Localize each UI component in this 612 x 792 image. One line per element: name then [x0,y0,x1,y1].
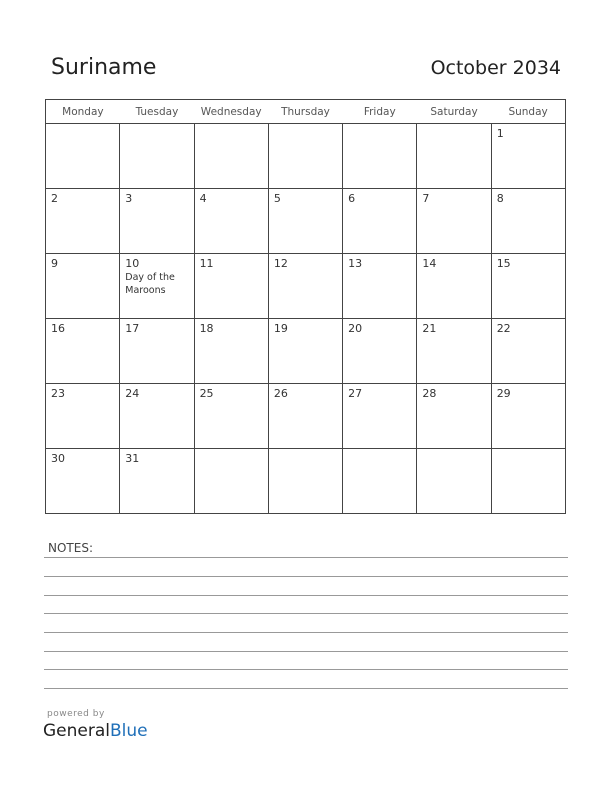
weekday-header: Friday [343,100,417,124]
week-row [46,319,566,384]
weekday-header: Thursday [268,100,342,124]
brand-general-text: General [43,721,110,741]
day-number: 20 [348,322,363,335]
day-cell [343,254,417,319]
day-cell [491,189,565,254]
day-number: 30 [51,452,65,465]
day-number: 26 [273,387,288,400]
day-number: 19 [273,322,288,335]
day-cell [343,449,417,514]
country-title: Suriname [51,55,157,80]
week-row [46,124,566,189]
notes-label: NOTES: [48,541,93,555]
day-cell [120,124,194,189]
day-cell [194,254,268,319]
day-number: 27 [348,387,363,400]
day-cell [343,384,417,449]
day-number: 12 [273,257,288,270]
day-number: 2 [51,192,58,205]
week-row [46,254,566,319]
day-cell [268,189,342,254]
day-cell [46,254,120,319]
day-cell [417,449,491,514]
day-cell [491,254,565,319]
day-cell [343,319,417,384]
day-cell [417,189,491,254]
day-cell [343,124,417,189]
day-number: 23 [51,387,65,400]
day-number: 22 [496,322,511,335]
day-number: 28 [422,387,437,400]
note-line [44,669,568,670]
note-line [44,595,568,596]
weekday-header: Tuesday [120,100,194,124]
note-line [44,557,568,558]
note-line [44,576,568,577]
note-line [44,651,568,652]
day-cell [268,319,342,384]
day-cell [491,124,565,189]
powered-by-text: powered by [47,709,105,719]
day-number: 1 [496,127,504,140]
day-number: 29 [496,387,511,400]
day-cell [268,449,342,514]
day-number: 24 [125,387,140,400]
weekday-header: Saturday [417,100,491,124]
day-number: 13 [348,257,363,270]
month-year-title: October 2034 [430,57,561,79]
day-number: 7 [422,192,430,205]
holiday-label: Day of the Maroons [125,272,175,296]
day-number: 25 [199,387,214,400]
day-number: 8 [496,192,504,205]
day-cell [268,254,342,319]
day-number: 9 [51,257,58,270]
day-cell [491,319,565,384]
day-number: 21 [422,322,437,335]
day-cell [491,384,565,449]
week-row [46,384,566,449]
calendar-grid [45,99,566,514]
day-cell [46,319,120,384]
day-number: 16 [51,322,65,335]
day-cell [46,124,120,189]
note-line [44,688,568,689]
note-line [44,613,568,614]
week-row [46,189,566,254]
day-number: 3 [125,192,133,205]
brand-logo [43,721,148,741]
day-cell [120,319,194,384]
day-number: 10 [125,257,140,270]
day-cell [120,189,194,254]
day-cell [194,189,268,254]
day-cell [417,319,491,384]
day-cell [417,254,491,319]
day-cell [120,254,194,319]
week-row [46,449,566,514]
weekday-header: Monday [46,100,120,124]
day-cell [194,124,268,189]
day-cell [194,384,268,449]
day-number: 17 [125,322,140,335]
day-number: 6 [348,192,356,205]
day-cell [343,189,417,254]
day-cell [268,124,342,189]
day-number: 31 [125,452,140,465]
day-number: 18 [199,322,214,335]
day-cell [491,449,565,514]
day-cell [194,449,268,514]
day-cell [120,384,194,449]
note-line [44,632,568,633]
weekday-header: Sunday [491,100,565,124]
day-number: 15 [496,257,511,270]
day-cell [120,449,194,514]
day-number: 14 [422,257,437,270]
day-number: 11 [199,257,214,270]
day-cell [268,384,342,449]
day-number: 4 [199,192,207,205]
brand-blue-text: Blue [110,721,148,741]
day-cell [417,384,491,449]
day-cell [46,384,120,449]
day-cell [194,319,268,384]
day-number: 5 [273,192,281,205]
day-cell [46,189,120,254]
weekday-header: Wednesday [194,100,268,124]
day-cell [46,449,120,514]
day-cell [417,124,491,189]
weekday-header-row [46,100,566,124]
